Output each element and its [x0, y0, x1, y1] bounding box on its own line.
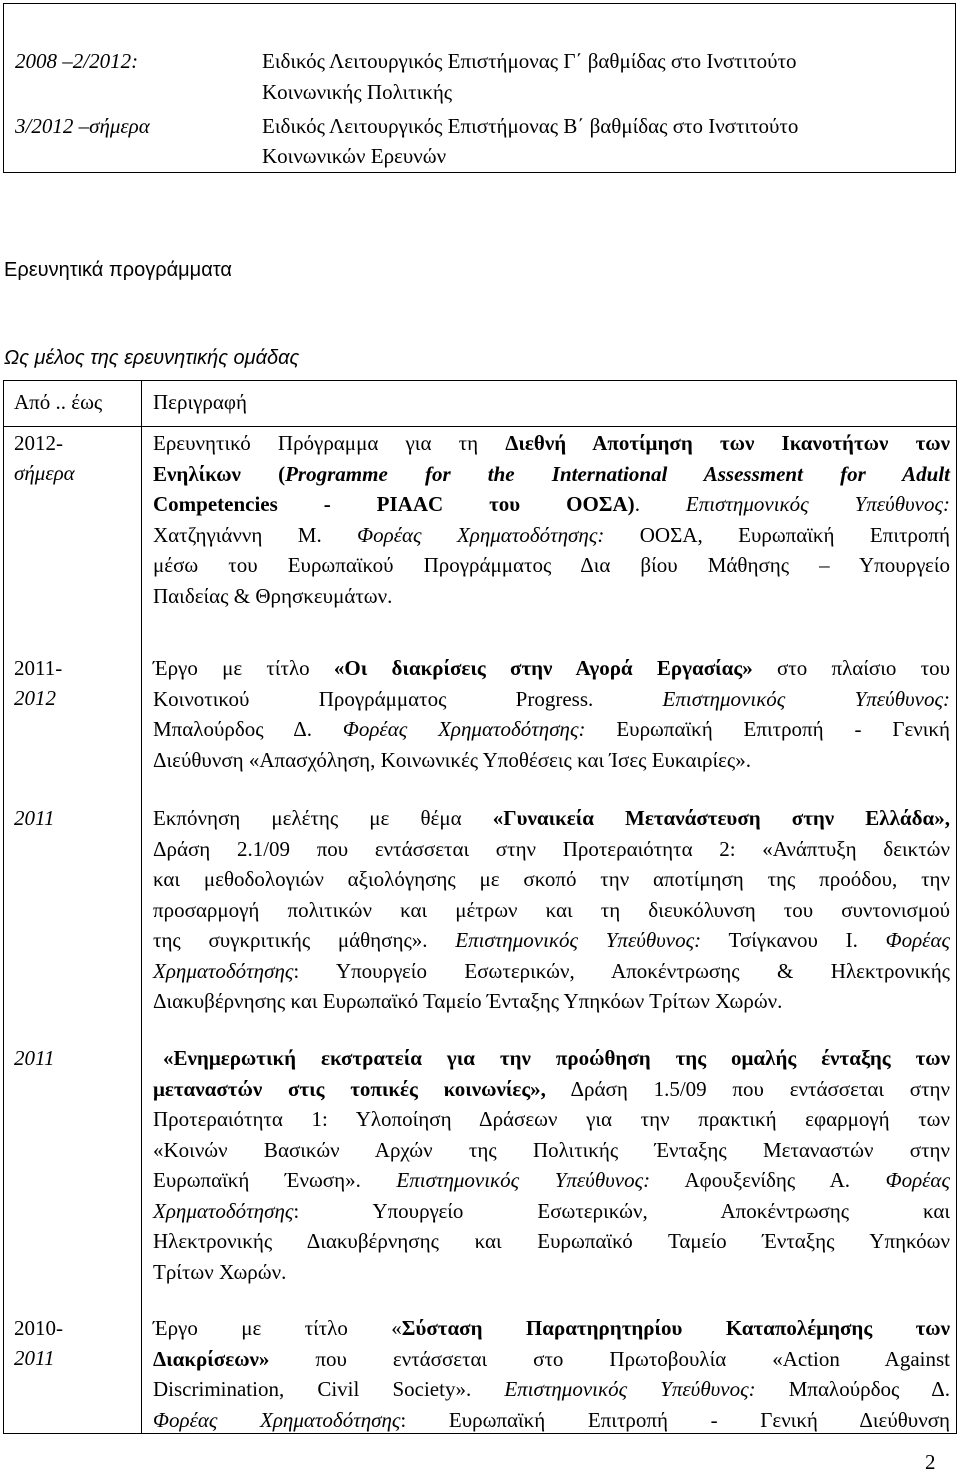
project-period: 2012- [14, 431, 63, 455]
table-border-top [3, 3, 956, 4]
project-period: 2011 [14, 806, 55, 830]
grid-top [3, 380, 957, 381]
section-title: Ερευνητικά προγράμματα [4, 259, 232, 281]
grid-divider [141, 380, 142, 1434]
employment-desc-2b: Κοινωνικών Ερευνών [262, 144, 447, 168]
header-description: Περιγραφή [153, 390, 247, 414]
employment-desc-1a: Ειδικός Λειτουργικός Επιστήμονας Γ΄ βαθμίδας στο Ινστιτούτο [262, 49, 797, 73]
project-description: Έργο με τίτλο «Σύσταση Παρατηρητηρίου Καταπολέμησης των Διακρίσεων» που εντάσσεται στο Πρωτοβουλία «Action Against Discrimination, Civil Society». Επιστημονικός Υπεύθυνος: Μπαλούρδος Δ. Φορέας Χρηματοδότησης: Ευρωπαϊκή Επιτροπή - Γενική Διεύθυνση [153, 1316, 951, 1432]
project-description: «Ενημερωτική εκστρατεία για την προώθηση της ομαλής ένταξης των μεταναστών στις τοπικές κοινωνίες», Δράση 1.5/09 που εντάσσεται στην Προτεραιότητα 1: Υλοποίηση Δράσεων για την πρακτική εφαρμογή των «Κοινών Βασικών Αρχών της Πολιτικής Ένταξης Μεταναστών στην Ευρωπαϊκή Ένωση». Επιστημονικός Υπεύθυνος: Αφουξενίδης Α. Φορέας Χρηματοδότησης: Υπουργείο Εσωτερικών, Αποκέντρωσης και Ηλεκτρονικής Διακυβέρνησης και Ευρωπαϊκό Ταμείο Ένταξης Υπηκόων Τρίτων Χωρών. [153, 1046, 950, 1284]
table-border-bottom [3, 172, 956, 173]
grid-header-bottom [3, 426, 957, 427]
project-period: 2010- [14, 1316, 63, 1340]
employment-period-2: 3/2012 –σήμερα [15, 114, 150, 138]
project-period-end: 2012 [14, 686, 56, 710]
employment-desc-1b: Κοινωνικής Πολιτικής [262, 80, 453, 104]
header-from-to: Από .. έως [14, 390, 103, 414]
project-description: Εκπόνηση μελέτης με θέμα «Γυναικεία Μετανάστευση στην Ελλάδα», Δράση 2.1/09 που εντάσσεται στην Προτεραιότητα 2: «Ανάπτυξη δεικτών και μεθοδολογιών αξιολόγησης με σκοπό την αποτίμηση της προόδου, την προσαρμογή πολιτικών και μέτρων και τη διευκόλυνση του συντονισμού της συγκριτικής μάθησης». Επιστημονικός Υπεύθυνος: Τσίγκανου Ι. Φορέας Χρηματοδότησης: Υπουργείο Εσωτερικών, Αποκέντρωσης & Ηλεκτρονικής Διακυβέρνησης και Ευρωπαϊκό Ταμείο Ένταξης Υπηκόων Τρίτων Χωρών. [153, 806, 950, 1013]
project-period-end: 2011 [14, 1346, 55, 1370]
project-description: Έργο με τίτλο «Οι διακρίσεις στην Αγορά Εργασίας» στο πλαίσιο του Κοινοτικού Προγράμματος Progress. Επιστημονικός Υπεύθυνος: Μπαλούρδος Δ. Φορέας Χρηματοδότησης: Ευρωπαϊκή Επιτροπή - Γενική Διεύθυνση «Απασχόληση, Κοινωνικές Υποθέσεις και Ίσες Ευκαιρίες». [153, 656, 951, 772]
project-description: Ερευνητικό Πρόγραμμα για τη Διεθνή Αποτίμηση των Ικανοτήτων των Ενηλίκων (Programme for the International Assessment for Adult Competencies - PIAAC του ΟΟΣΑ). Επιστημονικός Υπεύθυνος: Χατζηγιάννη Μ. Φορέας Χρηματοδότησης: ΟΟΣΑ, Ευρωπαϊκή Επιτροπή μέσω του Ευρωπαϊκού Προγράμματος Δια βίου Μάθησης – Υπουργείο Παιδείας & Θρησκευμάτων. [153, 431, 951, 608]
subsection-title: Ως μέλος της ερευνητικής ομάδας [4, 347, 300, 369]
employment-desc-2a: Ειδικός Λειτουργικός Επιστήμονας Β΄ βαθμίδας στο Ινστιτούτο [262, 114, 799, 138]
grid-right [956, 380, 957, 1434]
employment-period-1: 2008 –2/2012: [15, 49, 139, 73]
grid-left [3, 380, 4, 1434]
project-period-end: σήμερα [14, 461, 75, 485]
project-period: 2011- [14, 656, 63, 680]
project-period: 2011 [14, 1046, 55, 1070]
table-border-left [3, 3, 4, 173]
page-number: 2 [925, 1450, 936, 1474]
table-border-right [955, 3, 956, 173]
grid-bottom [3, 1433, 957, 1434]
